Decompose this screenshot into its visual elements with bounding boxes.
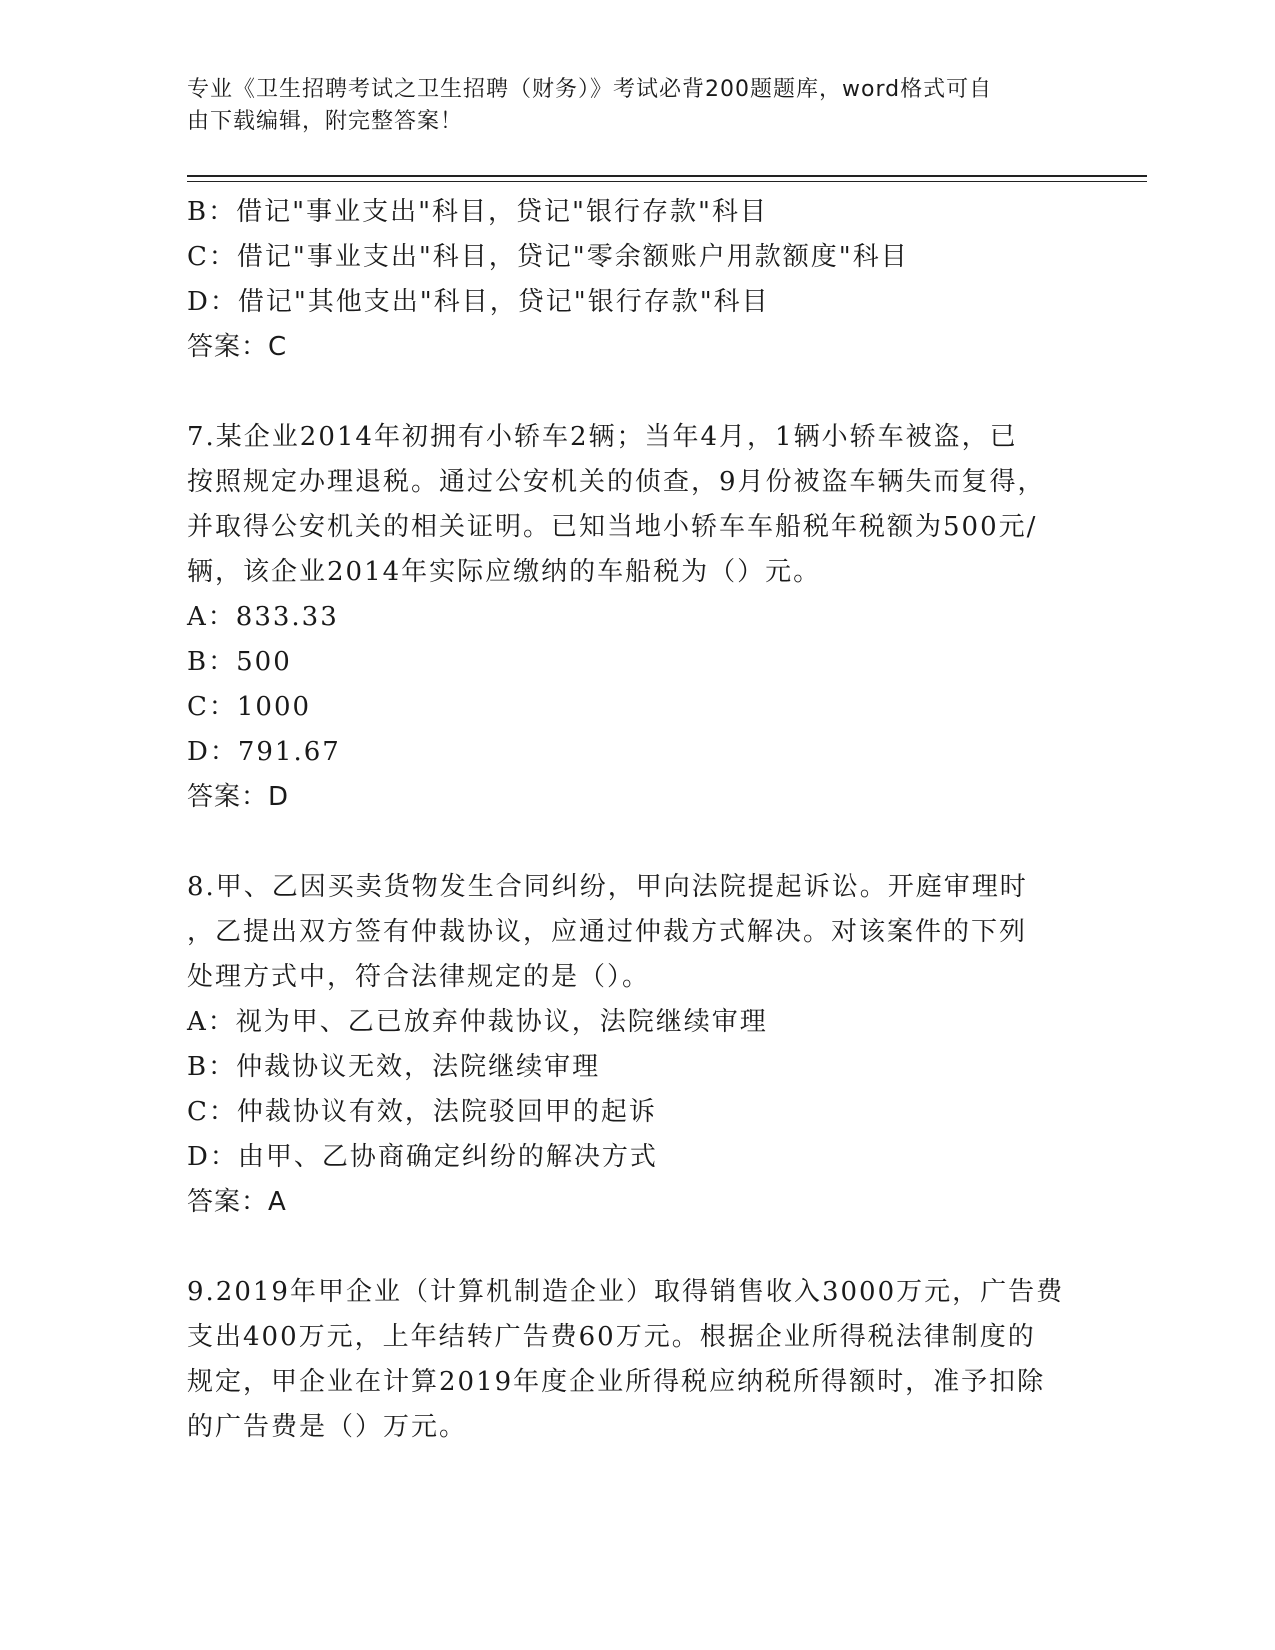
- option-a: A：视为甲、乙已放弃仲裁协议，法院继续审理: [187, 1007, 768, 1037]
- question-6: [187, 190, 1087, 370]
- question-9: [187, 1270, 1087, 1450]
- option-d: D：791.67: [187, 737, 341, 767]
- question-stem-line: 8.甲、乙因买卖货物发生合同纠纷，甲向法院提起诉讼。开庭审理时: [187, 872, 1028, 902]
- question-stem-line: 按照规定办理退税。通过公安机关的侦查，9月份被盗车辆失而复得，: [187, 467, 1046, 497]
- answer: 答案：C: [187, 332, 288, 362]
- question-7: [187, 415, 1087, 820]
- question-stem-line: 处理方式中，符合法律规定的是（）。: [187, 962, 651, 992]
- spacer: [187, 820, 1087, 865]
- option-d: D：借记"其他支出"科目，贷记"银行存款"科目: [187, 287, 770, 317]
- option-c: C：1000: [187, 692, 312, 722]
- question-stem-line: 的广告费是（）万元。: [187, 1412, 468, 1442]
- option-a: A：833.33: [187, 602, 339, 632]
- spacer: [187, 370, 1087, 415]
- question-stem-line: 支出400万元，上年结转广告费60万元。根据企业所得税法律制度的: [187, 1322, 1036, 1352]
- question-stem-line: 7.某企业2014年初拥有小轿车2辆；当年4月，1辆小轿车被盗，已: [187, 422, 1018, 452]
- answer: 答案：A: [187, 1187, 287, 1217]
- option-b: B：借记"事业支出"科目，贷记"银行存款"科目: [187, 197, 768, 227]
- option-b: B：500: [187, 647, 292, 677]
- option-d: D：由甲、乙协商确定纠纷的解决方式: [187, 1142, 658, 1172]
- option-c: C：借记"事业支出"科目，贷记"零余额账户用款额度"科目: [187, 242, 909, 272]
- question-stem-line: 并取得公安机关的相关证明。已知当地小轿车车船税年税额为500元/: [187, 512, 1038, 542]
- header-line-2: 由下载编辑，附完整答案！: [187, 109, 464, 134]
- option-b: B：仲裁协议无效，法院继续审理: [187, 1052, 601, 1082]
- question-stem-line: ，乙提出双方签有仲裁协议，应通过仲裁方式解决。对该案件的下列: [187, 917, 1028, 947]
- question-stem-line: 辆，该企业2014年实际应缴纳的车船税为（）元。: [187, 557, 822, 587]
- header-divider-thin: [187, 181, 1147, 182]
- question-stem-line: 规定，甲企业在计算2019年度企业所得税应纳税所得额时，准予扣除: [187, 1367, 1046, 1397]
- question-list: [187, 190, 1087, 1450]
- spacer: [187, 1225, 1087, 1270]
- answer: 答案：D: [187, 782, 290, 812]
- document-header: [187, 74, 1087, 138]
- option-c: C：仲裁协议有效，法院驳回甲的起诉: [187, 1097, 657, 1127]
- question-stem-line: 9.2019年甲企业（计算机制造企业）取得销售收入3000万元，广告费: [187, 1277, 1065, 1307]
- header-divider-thick: [187, 175, 1147, 177]
- question-8: [187, 865, 1087, 1225]
- header-line-1: 专业《卫生招聘考试之卫生招聘（财务）》考试必背200题题库，word格式可自: [187, 77, 993, 102]
